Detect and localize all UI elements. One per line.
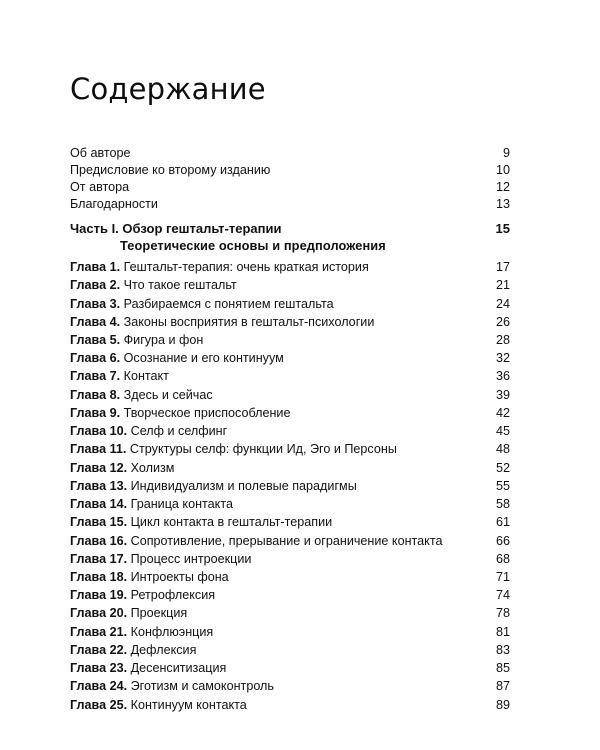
- chapter-number: Глава 10.: [70, 424, 128, 439]
- chapter-title: Цикл контакта в гештальт-терапии: [130, 515, 333, 530]
- chapter-number: Глава 25.: [70, 697, 128, 712]
- toc-chapter-25[interactable]: [70, 698, 510, 716]
- chapter-number: Глава 12.: [70, 460, 128, 475]
- toc-part-1[interactable]: [70, 221, 510, 239]
- chapter-title: Сопротивление, прерывание и ограничение контакта: [130, 533, 443, 548]
- chapter-number: Глава 18.: [70, 569, 128, 584]
- chapter-title: Десенситизация: [130, 661, 227, 676]
- chapter-title: Творческое приспособление: [123, 405, 291, 420]
- toc-chapter-24[interactable]: [70, 679, 510, 697]
- chapter-number: Глава 20.: [70, 606, 128, 621]
- chapter-title: Конфлюэнция: [130, 624, 214, 639]
- chapter-title: Дефлексия: [130, 642, 197, 657]
- chapter-number: Глава 5.: [70, 332, 121, 347]
- toc-chapter-18[interactable]: [70, 570, 510, 588]
- chapter-page: 58: [495, 497, 510, 511]
- chapter-title: Что такое гештальт: [123, 278, 237, 293]
- toc-chapter-2[interactable]: [70, 278, 510, 296]
- entry-page: 9: [502, 146, 510, 160]
- chapter-page: 45: [495, 424, 510, 439]
- chapter-title: Ретрофлексия: [130, 588, 216, 603]
- chapter-number: Глава 7.: [70, 369, 121, 384]
- chapter-number: Глава 17.: [70, 551, 128, 566]
- toc-entry-from-author[interactable]: [70, 180, 510, 198]
- chapter-label: [70, 315, 488, 329]
- chapter-number: Глава 13.: [70, 478, 128, 493]
- part-page: 15: [495, 221, 510, 236]
- entry-page: 13: [495, 197, 510, 211]
- chapter-title: Гештальт-терапия: очень краткая история: [123, 260, 369, 274]
- chapter-label: [70, 333, 488, 347]
- chapter-number: Глава 22.: [70, 642, 128, 657]
- chapter-page: 52: [495, 460, 510, 475]
- chapter-page: 68: [495, 551, 510, 566]
- toc-chapter-3[interactable]: [70, 297, 510, 315]
- chapter-number: Глава 21.: [70, 624, 128, 639]
- toc-chapter-21[interactable]: [70, 625, 510, 643]
- toc-chapter-9[interactable]: [70, 406, 510, 424]
- chapter-page: 21: [495, 278, 510, 293]
- chapter-label: [70, 424, 488, 438]
- chapter-page: 78: [495, 606, 510, 621]
- chapter-number: Глава 6.: [70, 351, 121, 366]
- chapter-label: [70, 534, 488, 548]
- toc-entry-about-author[interactable]: [70, 146, 510, 164]
- entry-page: 12: [495, 180, 510, 194]
- chapter-page: 61: [495, 515, 510, 530]
- chapter-page: 85: [495, 661, 510, 676]
- chapter-label: [70, 661, 488, 675]
- toc-chapter-10[interactable]: [70, 424, 510, 442]
- chapter-title: Контакт: [123, 369, 169, 384]
- chapter-page: 32: [495, 351, 510, 366]
- chapter-label: [70, 643, 488, 657]
- chapter-number: Глава 8.: [70, 387, 121, 402]
- chapter-label: [70, 625, 488, 639]
- entry-page: 10: [495, 163, 510, 177]
- chapter-page: 39: [495, 387, 510, 402]
- toc-entry-acknowledgements[interactable]: [70, 197, 510, 215]
- chapter-title: Осознание и его континуум: [123, 351, 284, 366]
- toc-chapter-8[interactable]: [70, 388, 510, 406]
- toc-chapter-22[interactable]: [70, 643, 510, 661]
- chapter-label: [70, 278, 488, 292]
- chapter-title: Континуум контакта: [130, 697, 247, 712]
- chapter-page: 28: [495, 332, 510, 347]
- chapter-page: 36: [495, 369, 510, 384]
- chapter-title: Холизм: [130, 460, 175, 475]
- chapter-page: 48: [495, 442, 510, 457]
- chapter-label: [70, 570, 488, 584]
- toc-chapter-19[interactable]: [70, 588, 510, 606]
- chapter-page: 83: [495, 642, 510, 657]
- chapter-number: Глава 14.: [70, 497, 128, 511]
- chapter-label: [70, 369, 488, 383]
- chapter-number: Глава 16.: [70, 533, 128, 548]
- toc-chapter-12[interactable]: [70, 461, 510, 479]
- toc-chapter-11[interactable]: [70, 442, 510, 460]
- entry-label: Об авторе: [70, 146, 131, 160]
- chapter-title: Интроекты фона: [130, 569, 229, 584]
- entry-label: Предисловие ко второму изданию: [70, 163, 271, 177]
- chapter-label: [70, 515, 488, 529]
- page-title: Содержание: [70, 72, 266, 106]
- chapter-page: 42: [495, 405, 510, 420]
- chapter-label: [70, 260, 488, 274]
- toc-chapter-16[interactable]: [70, 534, 510, 552]
- entry-label: От автора: [70, 180, 130, 194]
- chapter-title: Проекция: [130, 606, 188, 621]
- chapter-number: Глава 2.: [70, 278, 121, 293]
- chapter-number: Глава 4.: [70, 314, 121, 329]
- chapter-title: Структуры селф: функции Ид, Эго и Персоны: [129, 442, 397, 457]
- chapter-title: Эготизм и самоконтроль: [130, 679, 274, 694]
- toc-chapter-1[interactable]: [70, 260, 510, 278]
- chapter-number: Глава 23.: [70, 661, 128, 676]
- chapter-title: Граница контакта: [130, 497, 233, 511]
- toc-chapter-15[interactable]: [70, 515, 510, 533]
- part-subtitle: Теоретические основы и предположения: [120, 238, 386, 253]
- chapter-label: [70, 297, 488, 311]
- chapter-page: 87: [495, 679, 510, 694]
- chapter-page: 71: [495, 569, 510, 584]
- chapter-label: [70, 406, 488, 420]
- chapter-label: [70, 698, 488, 712]
- chapter-number: Глава 19.: [70, 588, 128, 603]
- chapter-number: Глава 3.: [70, 296, 121, 311]
- chapter-label: [70, 497, 488, 511]
- chapter-label: [70, 351, 488, 365]
- chapter-title: Процесс интроекции: [130, 551, 252, 566]
- chapter-title: Селф и селфинг: [130, 424, 228, 439]
- toc-chapter-5[interactable]: [70, 333, 510, 351]
- chapter-page: 81: [495, 624, 510, 639]
- chapter-number: Глава 15.: [70, 515, 128, 530]
- toc-chapter-14[interactable]: [70, 497, 510, 515]
- entry-label: Благодарности: [70, 197, 158, 211]
- chapter-title: Индивидуализм и полевые парадигмы: [130, 478, 357, 493]
- chapter-label: [70, 479, 488, 493]
- chapter-page: 17: [495, 260, 510, 274]
- chapter-page: 24: [495, 296, 510, 311]
- toc-chapter-13[interactable]: [70, 479, 510, 497]
- chapter-label: [70, 552, 488, 566]
- part-label: Часть I. Обзор гештальт-терапии: [70, 221, 282, 236]
- chapter-title: Фигура и фон: [123, 332, 204, 347]
- chapter-page: 74: [495, 588, 510, 603]
- chapter-number: Глава 11.: [70, 442, 127, 457]
- chapter-title: Здесь и сейчас: [123, 387, 213, 402]
- toc-chapter-17[interactable]: [70, 552, 510, 570]
- toc-chapter-20[interactable]: [70, 606, 510, 624]
- chapter-page: 66: [495, 533, 510, 548]
- chapter-label: [70, 606, 488, 620]
- toc-entry-preface[interactable]: [70, 163, 510, 181]
- chapter-label: [70, 442, 488, 456]
- chapter-title: Законы восприятия в гештальт-психологии: [123, 314, 375, 329]
- toc-chapter-7[interactable]: [70, 369, 510, 387]
- chapter-title: Разбираемся с понятием гештальта: [123, 296, 334, 311]
- chapter-label: [70, 588, 488, 602]
- chapter-label: [70, 461, 488, 475]
- chapter-page: 55: [495, 478, 510, 493]
- chapter-number: Глава 9.: [70, 405, 121, 420]
- chapter-number: Глава 1.: [70, 260, 121, 274]
- chapter-label: [70, 388, 488, 402]
- chapter-page: 89: [495, 697, 510, 712]
- chapter-label: [70, 679, 488, 693]
- chapter-page: 26: [495, 314, 510, 329]
- toc-chapter-23[interactable]: [70, 661, 510, 679]
- toc-chapter-4[interactable]: [70, 315, 510, 333]
- toc-chapter-6[interactable]: [70, 351, 510, 369]
- chapter-number: Глава 24.: [70, 679, 128, 694]
